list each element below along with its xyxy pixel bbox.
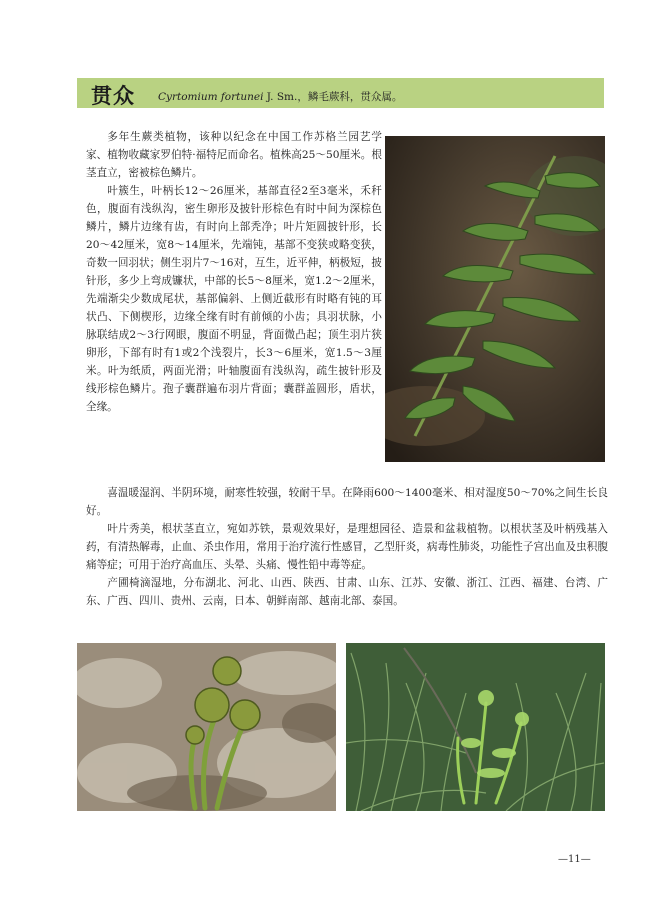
page-number: —11— xyxy=(558,854,591,865)
description-column xyxy=(86,128,382,416)
distribution-paragraph: 产圃椅滴湿地，分布湖北、河北、山西、陕西、甘肃、山东、江苏、安徽、浙江、江西、福建、台湾、广东、广西、四川、贵州、云南，日本、朝鲜南部、越南北部、泰国。 xyxy=(86,577,608,607)
fiddlehead-illustration xyxy=(77,643,336,811)
latin-name: Cyrtomium fortunei xyxy=(158,91,264,103)
fiddlehead-photo xyxy=(77,643,336,811)
fern-in-grass-illustration xyxy=(346,643,605,811)
intro-paragraph: 多年生蕨类植物，该种以纪念在中国工作苏格兰园艺学家、植物收藏家罗伯特·福特尼而命名。植株高25～50厘米。根茎直立，密被棕色鳞片。 xyxy=(86,131,382,179)
habitat-paragraph: 喜温暖湿润、半阴环境，耐寒性较强，较耐干旱。在降雨600～1400毫米、相对湿度50～70%之间生长良好。 xyxy=(86,487,608,517)
author-citation: J. Sm.， xyxy=(263,91,308,103)
page-title: 贯众 xyxy=(91,84,135,108)
morphology-paragraph: 叶簇生，叶柄长12～26厘米，基部直径2至3毫米，禾秆色，腹面有浅纵沟，密生卵形及披针形棕色有时中间为深棕色鳞片，鳞片边缘有齿，有时向上部秃净；叶片矩圆披针形，长20～42厘米，宽8～14厘米，先端钝，基部不变狭或略变狭，奇数一回羽状；侧生羽片7～16对，互生，近平伸，柄极短，披针形，多少上弯成镰状，中部的长5～8厘米，宽1.2～2厘米，先端渐尖少数成尾状，基部偏斜、上侧近截形有时略有钝的耳状凸、下侧楔形，边缘全缘有时有前倾的小齿；具羽状脉，小脉联结成2～3行网眼，腹面不明显，背面微凸起；顶生羽片狭卵形，下部有时有1或2个浅裂片，长3～6厘米，宽1.5～3厘米。叶为纸质，两面光滑；叶轴腹面有浅纵沟，疏生披针形及线形棕色鳞片。孢子囊群遍布羽片背面；囊群盖圆形，盾状，全缘。 xyxy=(86,185,382,413)
uses-paragraph: 叶片秀美，根状茎直立，宛如苏铁，景观效果好，是理想园径、造景和盆栽植物。以根状茎及叶柄残基入药，有清热解毒，止血、杀虫作用，常用于治疗流行性感冒，乙型肝炎，病毒性肺炎，功能性子宫出血及虫积腹痛等症；可用于治疗高血压、头晕、头痛、慢性铅中毒等症。 xyxy=(86,523,608,571)
scientific-name-line xyxy=(158,89,402,104)
fern-frond-illustration xyxy=(385,136,605,462)
family-genus: 鳞毛蕨科，贯众属。 xyxy=(307,91,403,103)
fern-frond-photo xyxy=(385,136,605,462)
ecology-and-use-text xyxy=(86,484,608,610)
fern-in-grass-photo xyxy=(346,643,605,811)
